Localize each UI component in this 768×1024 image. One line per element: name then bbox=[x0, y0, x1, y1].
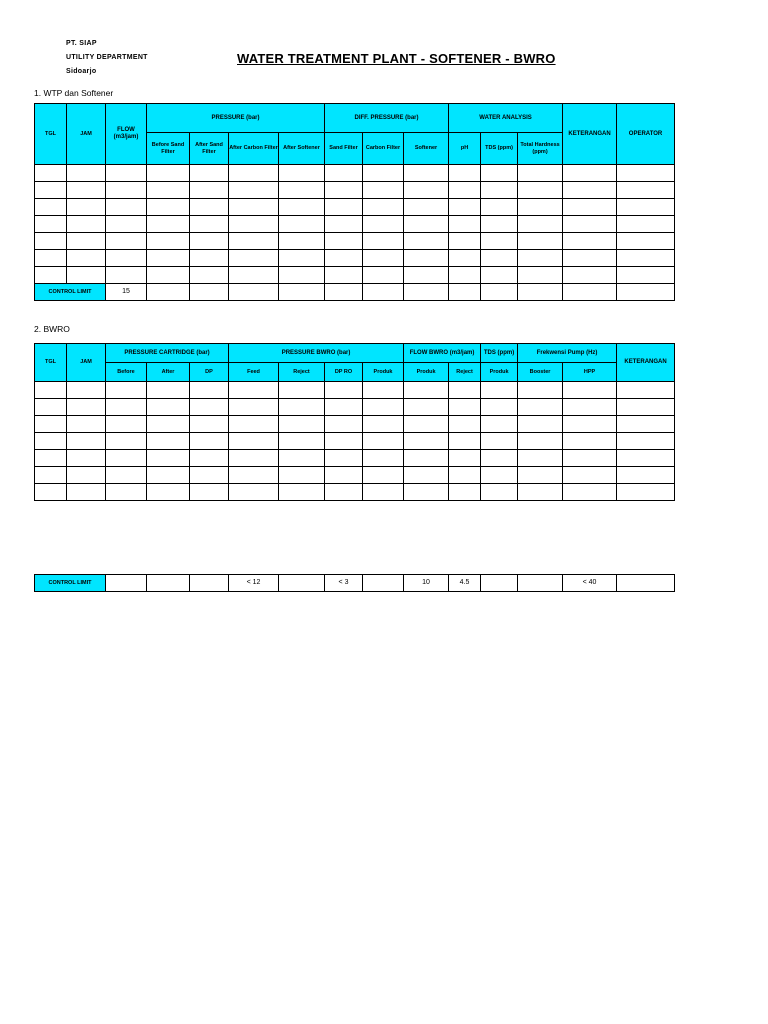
company-name: PT. SIAP bbox=[66, 40, 97, 47]
form-cell[interactable] bbox=[363, 382, 404, 399]
form-cell[interactable] bbox=[563, 165, 617, 182]
form-cell[interactable] bbox=[325, 467, 363, 484]
group-pressure: PRESSURE (bar) bbox=[147, 104, 325, 133]
form-cell[interactable] bbox=[563, 484, 617, 501]
table-row bbox=[35, 165, 675, 182]
form-cell[interactable] bbox=[518, 199, 563, 216]
col-operator: OPERATOR bbox=[617, 104, 675, 165]
form-cell[interactable] bbox=[518, 267, 563, 284]
form-cell[interactable] bbox=[147, 399, 190, 416]
bwro-data-rows bbox=[35, 382, 675, 501]
control-limit-flow-reject: 4.5 bbox=[449, 575, 481, 592]
col-tgl: TGL bbox=[35, 104, 67, 165]
form-cell[interactable] bbox=[325, 199, 363, 216]
form-cell[interactable] bbox=[190, 467, 229, 484]
form-cell[interactable] bbox=[67, 182, 106, 199]
table-row bbox=[35, 399, 675, 416]
form-cell[interactable] bbox=[147, 182, 190, 199]
form-cell[interactable] bbox=[481, 433, 518, 450]
form-cell[interactable] bbox=[518, 450, 563, 467]
form-cell[interactable] bbox=[229, 250, 279, 267]
form-cell[interactable] bbox=[363, 399, 404, 416]
form-cell[interactable] bbox=[563, 182, 617, 199]
form-cell[interactable] bbox=[190, 233, 229, 250]
col-total-hardness: Total Hardness (ppm) bbox=[518, 133, 563, 165]
form-cell[interactable] bbox=[518, 416, 563, 433]
col-diff-carbon-filter: Carbon Filter bbox=[363, 133, 404, 165]
form-cell[interactable] bbox=[325, 165, 363, 182]
form-cell[interactable] bbox=[363, 267, 404, 284]
form-cell[interactable] bbox=[106, 233, 147, 250]
form-cell[interactable] bbox=[279, 216, 325, 233]
form-cell[interactable] bbox=[35, 450, 67, 467]
form-cell[interactable] bbox=[67, 399, 106, 416]
form-cell[interactable] bbox=[481, 450, 518, 467]
form-cell[interactable] bbox=[35, 182, 67, 199]
form-cell[interactable] bbox=[279, 382, 325, 399]
form-cell[interactable] bbox=[279, 467, 325, 484]
group-water-analysis: WATER ANALYSIS bbox=[449, 104, 563, 133]
form-cell[interactable] bbox=[190, 484, 229, 501]
form-cell[interactable] bbox=[147, 233, 190, 250]
form-cell[interactable] bbox=[106, 433, 147, 450]
form-cell[interactable] bbox=[67, 233, 106, 250]
form-cell[interactable] bbox=[363, 250, 404, 267]
form-cell[interactable] bbox=[363, 199, 404, 216]
form-cell[interactable] bbox=[229, 233, 279, 250]
form-cell[interactable] bbox=[325, 433, 363, 450]
form-cell[interactable] bbox=[563, 216, 617, 233]
form-cell[interactable] bbox=[279, 484, 325, 501]
form-cell[interactable] bbox=[35, 416, 67, 433]
form-cell[interactable] bbox=[617, 233, 675, 250]
wtp-softener-table bbox=[34, 103, 675, 301]
company-department: UTILITY DEPARTMENT bbox=[66, 54, 148, 61]
form-cell[interactable] bbox=[325, 233, 363, 250]
form-cell[interactable] bbox=[35, 433, 67, 450]
col-bwro-dp-ro: DP RO bbox=[325, 363, 363, 382]
form-cell[interactable] bbox=[35, 484, 67, 501]
form-cell[interactable] bbox=[404, 165, 449, 182]
form-cell[interactable] bbox=[404, 399, 449, 416]
form-cell[interactable] bbox=[404, 467, 449, 484]
form-cell[interactable] bbox=[363, 233, 404, 250]
form-cell[interactable] bbox=[325, 484, 363, 501]
col-cartridge-dp: DP bbox=[190, 363, 229, 382]
form-cell[interactable] bbox=[106, 216, 147, 233]
col-flow: FLOW (m3/jam) bbox=[106, 104, 147, 165]
form-cell[interactable] bbox=[190, 416, 229, 433]
form-cell[interactable] bbox=[106, 484, 147, 501]
form-cell[interactable] bbox=[617, 182, 675, 199]
form-cell[interactable] bbox=[404, 216, 449, 233]
form-cell[interactable] bbox=[563, 433, 617, 450]
form-cell[interactable] bbox=[229, 199, 279, 216]
form-cell[interactable] bbox=[229, 216, 279, 233]
form-cell[interactable] bbox=[190, 165, 229, 182]
form-cell[interactable] bbox=[481, 165, 518, 182]
form-cell[interactable] bbox=[563, 416, 617, 433]
form-cell[interactable] bbox=[481, 250, 518, 267]
form-cell[interactable] bbox=[404, 199, 449, 216]
form-cell[interactable] bbox=[481, 399, 518, 416]
bwro-table bbox=[34, 343, 675, 501]
table-row bbox=[35, 484, 675, 501]
form-cell[interactable] bbox=[67, 250, 106, 267]
form-cell[interactable] bbox=[106, 182, 147, 199]
form-cell[interactable] bbox=[617, 267, 675, 284]
form-cell[interactable] bbox=[279, 267, 325, 284]
col-diff-sand-filter: Sand Filter bbox=[325, 133, 363, 165]
form-cell[interactable] bbox=[617, 216, 675, 233]
form-cell[interactable] bbox=[67, 416, 106, 433]
form-cell[interactable] bbox=[325, 450, 363, 467]
form-cell[interactable] bbox=[404, 250, 449, 267]
col-keterangan: KETERANGAN bbox=[617, 344, 675, 382]
col-diff-softener: Softener bbox=[404, 133, 449, 165]
form-cell[interactable] bbox=[35, 250, 67, 267]
form-cell[interactable] bbox=[190, 382, 229, 399]
form-cell[interactable] bbox=[35, 267, 67, 284]
form-cell[interactable] bbox=[190, 182, 229, 199]
form-cell[interactable] bbox=[279, 416, 325, 433]
form-cell[interactable] bbox=[481, 484, 518, 501]
form-cell[interactable] bbox=[404, 382, 449, 399]
form-cell[interactable] bbox=[279, 233, 325, 250]
form-cell[interactable] bbox=[67, 433, 106, 450]
form-cell[interactable] bbox=[147, 199, 190, 216]
col-bwro-feed: Feed bbox=[229, 363, 279, 382]
form-cell[interactable] bbox=[518, 399, 563, 416]
form-cell[interactable] bbox=[147, 450, 190, 467]
form-cell[interactable] bbox=[229, 382, 279, 399]
form-cell[interactable] bbox=[190, 267, 229, 284]
table-row bbox=[35, 233, 675, 250]
form-cell[interactable] bbox=[229, 399, 279, 416]
form-cell[interactable] bbox=[518, 165, 563, 182]
form-cell[interactable] bbox=[617, 433, 675, 450]
form-cell[interactable] bbox=[404, 433, 449, 450]
form-cell[interactable] bbox=[35, 216, 67, 233]
form-cell[interactable] bbox=[563, 199, 617, 216]
form-cell[interactable] bbox=[229, 165, 279, 182]
col-bwro-reject: Reject bbox=[279, 363, 325, 382]
bwro-control-limit-table bbox=[34, 574, 675, 592]
form-cell[interactable] bbox=[106, 165, 147, 182]
form-cell[interactable] bbox=[229, 467, 279, 484]
form-cell[interactable] bbox=[449, 450, 481, 467]
form-cell[interactable] bbox=[190, 250, 229, 267]
control-limit-feed: < 12 bbox=[229, 575, 279, 592]
table-row bbox=[35, 433, 675, 450]
col-tds-produk: Produk bbox=[481, 363, 518, 382]
form-cell[interactable] bbox=[518, 216, 563, 233]
table-row bbox=[35, 382, 675, 399]
form-cell[interactable] bbox=[147, 267, 190, 284]
company-city: Sidoarjo bbox=[66, 68, 97, 75]
form-cell[interactable] bbox=[449, 382, 481, 399]
col-after-carbon-filter: After Carbon Filter bbox=[229, 133, 279, 165]
section-wtp-title: 1. WTP dan Softener bbox=[34, 88, 114, 98]
form-cell[interactable] bbox=[147, 165, 190, 182]
form-cell[interactable] bbox=[190, 450, 229, 467]
form-cell[interactable] bbox=[481, 199, 518, 216]
form-cell[interactable] bbox=[617, 199, 675, 216]
form-cell[interactable] bbox=[449, 399, 481, 416]
form-cell[interactable] bbox=[449, 216, 481, 233]
form-cell[interactable] bbox=[147, 416, 190, 433]
col-flow-produk: Produk bbox=[404, 363, 449, 382]
form-cell[interactable] bbox=[147, 484, 190, 501]
form-cell[interactable] bbox=[325, 216, 363, 233]
form-cell[interactable] bbox=[279, 250, 325, 267]
form-cell[interactable] bbox=[325, 267, 363, 284]
table-row bbox=[35, 467, 675, 484]
form-cell[interactable] bbox=[35, 199, 67, 216]
table-row bbox=[35, 216, 675, 233]
form-cell[interactable] bbox=[481, 267, 518, 284]
col-pump-booster: Booster bbox=[518, 363, 563, 382]
form-cell[interactable] bbox=[325, 182, 363, 199]
form-cell[interactable] bbox=[617, 165, 675, 182]
table-row bbox=[35, 199, 675, 216]
col-after-softener: After Softener bbox=[279, 133, 325, 165]
form-cell[interactable] bbox=[35, 467, 67, 484]
form-cell[interactable] bbox=[617, 484, 675, 501]
form-cell[interactable] bbox=[35, 233, 67, 250]
form-cell[interactable] bbox=[563, 450, 617, 467]
control-limit-label: CONTROL LIMIT bbox=[35, 575, 106, 592]
form-cell[interactable] bbox=[190, 399, 229, 416]
form-cell[interactable] bbox=[449, 416, 481, 433]
form-cell[interactable] bbox=[229, 182, 279, 199]
group-flow-bwro: FLOW BWRO (m3/jam) bbox=[404, 344, 481, 363]
form-cell[interactable] bbox=[325, 382, 363, 399]
form-cell[interactable] bbox=[404, 450, 449, 467]
form-cell[interactable] bbox=[449, 182, 481, 199]
form-cell[interactable] bbox=[449, 165, 481, 182]
form-cell[interactable] bbox=[481, 467, 518, 484]
col-jam: JAM bbox=[67, 344, 106, 382]
form-cell[interactable] bbox=[279, 433, 325, 450]
form-cell[interactable] bbox=[617, 450, 675, 467]
form-cell[interactable] bbox=[363, 182, 404, 199]
form-cell[interactable] bbox=[363, 433, 404, 450]
group-frekwensi-pump: Frekwensi Pump (Hz) bbox=[518, 344, 617, 363]
form-cell[interactable] bbox=[279, 199, 325, 216]
form-cell[interactable] bbox=[229, 267, 279, 284]
document-title: WATER TREATMENT PLANT - SOFTENER - BWRO bbox=[237, 51, 556, 66]
form-cell[interactable] bbox=[229, 484, 279, 501]
form-cell[interactable] bbox=[325, 399, 363, 416]
table-row bbox=[35, 267, 675, 284]
col-bwro-produk: Produk bbox=[363, 363, 404, 382]
form-cell[interactable] bbox=[518, 484, 563, 501]
form-cell[interactable] bbox=[404, 233, 449, 250]
group-tds: TDS (ppm) bbox=[481, 344, 518, 363]
form-cell[interactable] bbox=[106, 267, 147, 284]
form-cell[interactable] bbox=[67, 267, 106, 284]
form-cell[interactable] bbox=[147, 433, 190, 450]
form-cell[interactable] bbox=[449, 484, 481, 501]
form-cell[interactable] bbox=[404, 182, 449, 199]
form-cell[interactable] bbox=[229, 416, 279, 433]
form-cell[interactable] bbox=[617, 399, 675, 416]
form-cell[interactable] bbox=[481, 233, 518, 250]
form-cell[interactable] bbox=[481, 216, 518, 233]
form-cell[interactable] bbox=[563, 467, 617, 484]
form-cell[interactable] bbox=[481, 182, 518, 199]
table-row bbox=[35, 182, 675, 199]
col-tgl: TGL bbox=[35, 344, 67, 382]
col-pump-hpp: HPP bbox=[563, 363, 617, 382]
form-cell[interactable] bbox=[106, 399, 147, 416]
control-limit-dp-ro: < 3 bbox=[325, 575, 363, 592]
form-cell[interactable] bbox=[518, 182, 563, 199]
col-before-sand-filter: Before Sand Filter bbox=[147, 133, 190, 165]
col-flow-reject: Reject bbox=[449, 363, 481, 382]
form-cell[interactable] bbox=[229, 433, 279, 450]
section-bwro-title: 2. BWRO bbox=[34, 324, 70, 334]
form-cell[interactable] bbox=[147, 250, 190, 267]
form-cell[interactable] bbox=[518, 382, 563, 399]
form-cell[interactable] bbox=[106, 467, 147, 484]
form-cell[interactable] bbox=[279, 450, 325, 467]
form-cell[interactable] bbox=[404, 484, 449, 501]
form-cell[interactable] bbox=[563, 233, 617, 250]
form-cell[interactable] bbox=[404, 267, 449, 284]
form-cell[interactable] bbox=[67, 467, 106, 484]
form-cell[interactable] bbox=[190, 199, 229, 216]
form-cell[interactable] bbox=[363, 416, 404, 433]
form-cell[interactable] bbox=[325, 250, 363, 267]
form-cell[interactable] bbox=[404, 416, 449, 433]
form-cell[interactable] bbox=[106, 250, 147, 267]
form-cell[interactable] bbox=[449, 467, 481, 484]
form-cell[interactable] bbox=[617, 382, 675, 399]
form-cell[interactable] bbox=[563, 250, 617, 267]
form-cell[interactable] bbox=[563, 382, 617, 399]
form-cell[interactable] bbox=[106, 199, 147, 216]
form-cell[interactable] bbox=[449, 199, 481, 216]
form-cell[interactable] bbox=[67, 216, 106, 233]
form-cell[interactable] bbox=[449, 267, 481, 284]
col-jam: JAM bbox=[67, 104, 106, 165]
form-cell[interactable] bbox=[35, 382, 67, 399]
control-limit-flow-produk: 10 bbox=[404, 575, 449, 592]
col-cartridge-after: After bbox=[147, 363, 190, 382]
form-cell[interactable] bbox=[279, 165, 325, 182]
table-row bbox=[35, 250, 675, 267]
control-limit-flow: 15 bbox=[106, 284, 147, 301]
form-cell[interactable] bbox=[279, 182, 325, 199]
form-cell[interactable] bbox=[325, 416, 363, 433]
control-limit-hpp: < 40 bbox=[563, 575, 617, 592]
form-cell[interactable] bbox=[481, 416, 518, 433]
form-cell[interactable] bbox=[363, 450, 404, 467]
form-cell[interactable] bbox=[449, 433, 481, 450]
form-cell[interactable] bbox=[279, 399, 325, 416]
form-cell[interactable] bbox=[518, 467, 563, 484]
form-cell[interactable] bbox=[363, 467, 404, 484]
col-ph: pH bbox=[449, 133, 481, 165]
form-cell[interactable] bbox=[481, 382, 518, 399]
col-cartridge-before: Before bbox=[106, 363, 147, 382]
form-cell[interactable] bbox=[67, 484, 106, 501]
form-cell[interactable] bbox=[147, 216, 190, 233]
form-cell[interactable] bbox=[190, 433, 229, 450]
group-diff-pressure: DIFF. PRESSURE (bar) bbox=[325, 104, 449, 133]
group-pressure-cartridge: PRESSURE CARTRIDGE (bar) bbox=[106, 344, 229, 363]
control-limit-label: CONTROL LIMIT bbox=[35, 284, 106, 301]
form-cell[interactable] bbox=[563, 267, 617, 284]
col-after-sand-filter: After Sand Filter bbox=[190, 133, 229, 165]
form-cell[interactable] bbox=[518, 250, 563, 267]
col-tds: TDS (ppm) bbox=[481, 133, 518, 165]
form-cell[interactable] bbox=[229, 450, 279, 467]
form-cell[interactable] bbox=[363, 484, 404, 501]
table-row bbox=[35, 416, 675, 433]
form-cell[interactable] bbox=[518, 433, 563, 450]
form-cell[interactable] bbox=[106, 416, 147, 433]
wtp-data-rows bbox=[35, 165, 675, 284]
form-cell[interactable] bbox=[35, 165, 67, 182]
form-cell[interactable] bbox=[563, 399, 617, 416]
form-cell[interactable] bbox=[67, 382, 106, 399]
table-row bbox=[35, 450, 675, 467]
form-cell[interactable] bbox=[67, 199, 106, 216]
form-cell[interactable] bbox=[617, 250, 675, 267]
form-cell[interactable] bbox=[518, 233, 563, 250]
form-cell[interactable] bbox=[67, 450, 106, 467]
form-cell[interactable] bbox=[147, 382, 190, 399]
form-cell[interactable] bbox=[35, 399, 67, 416]
form-cell[interactable] bbox=[449, 250, 481, 267]
form-cell[interactable] bbox=[106, 382, 147, 399]
form-cell[interactable] bbox=[363, 216, 404, 233]
form-cell[interactable] bbox=[617, 467, 675, 484]
form-cell[interactable] bbox=[449, 233, 481, 250]
form-cell[interactable] bbox=[363, 165, 404, 182]
group-pressure-bwro: PRESSURE BWRO (bar) bbox=[229, 344, 404, 363]
form-cell[interactable] bbox=[617, 416, 675, 433]
col-keterangan: KETERANGAN bbox=[563, 104, 617, 165]
form-cell[interactable] bbox=[67, 165, 106, 182]
form-cell[interactable] bbox=[106, 450, 147, 467]
form-cell[interactable] bbox=[147, 467, 190, 484]
form-cell[interactable] bbox=[190, 216, 229, 233]
